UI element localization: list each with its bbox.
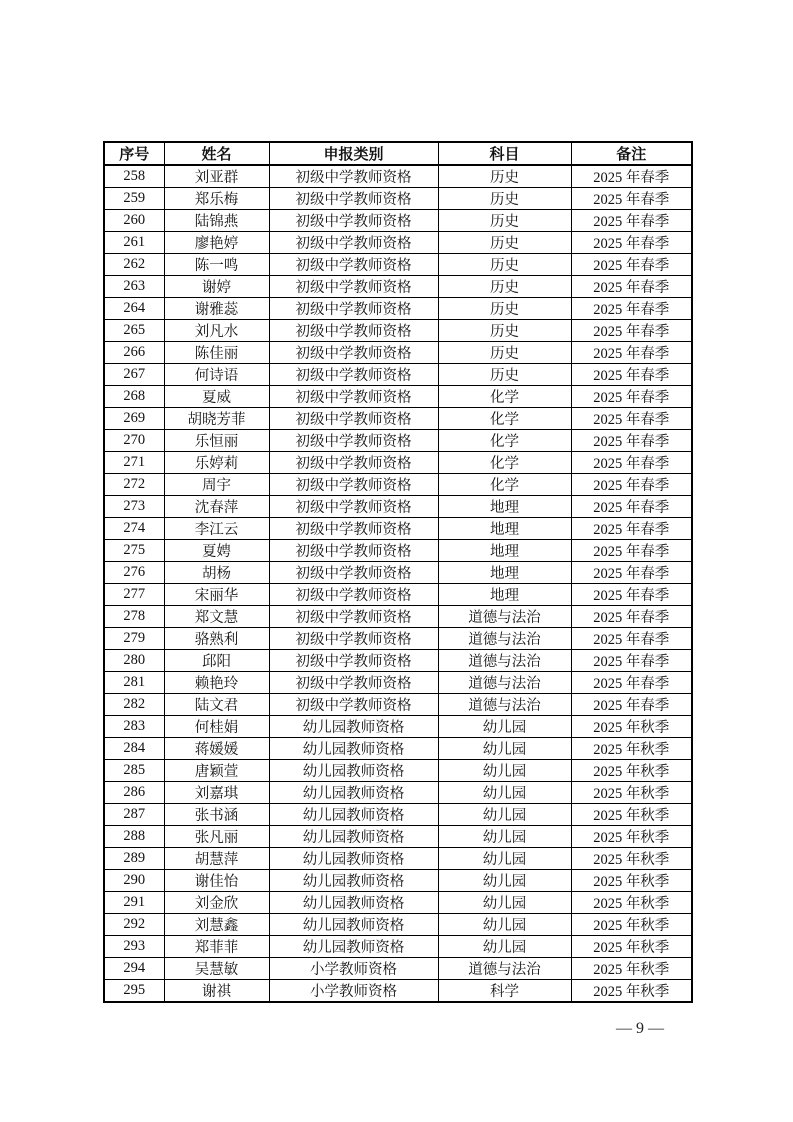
table-row <box>104 848 692 870</box>
cell-name: 邱阳 <box>164 650 269 672</box>
cell-name: 谢佳怡 <box>164 870 269 892</box>
cell-subject: 幼儿园 <box>438 914 571 936</box>
cell-name: 李江云 <box>164 518 269 540</box>
cell-category: 初级中学教师资格 <box>269 628 438 650</box>
table-row <box>104 232 692 254</box>
table-row <box>104 342 692 364</box>
cell-category: 初级中学教师资格 <box>269 694 438 716</box>
table-row <box>104 804 692 826</box>
cell-name: 陆文君 <box>164 694 269 716</box>
cell-name: 刘嘉琪 <box>164 782 269 804</box>
cell-name: 乐恒丽 <box>164 430 269 452</box>
cell-subject: 幼儿园 <box>438 848 571 870</box>
cell-subject: 道德与法治 <box>438 958 571 980</box>
cell-category: 幼儿园教师资格 <box>269 892 438 914</box>
cell-category: 初级中学教师资格 <box>269 518 438 540</box>
table-row <box>104 870 692 892</box>
cell-category: 初级中学教师资格 <box>269 254 438 276</box>
table-row <box>104 914 692 936</box>
cell-remark: 2025 年春季 <box>571 188 692 210</box>
cell-remark: 2025 年春季 <box>571 562 692 584</box>
table-row <box>104 738 692 760</box>
cell-serial: 286 <box>104 782 164 804</box>
cell-serial: 287 <box>104 804 164 826</box>
cell-remark: 2025 年春季 <box>571 254 692 276</box>
cell-remark: 2025 年春季 <box>571 165 692 188</box>
table-row <box>104 518 692 540</box>
cell-category: 小学教师资格 <box>269 980 438 1003</box>
cell-subject: 道德与法治 <box>438 628 571 650</box>
table-row <box>104 694 692 716</box>
cell-serial: 282 <box>104 694 164 716</box>
cell-name: 郑菲菲 <box>164 936 269 958</box>
cell-category: 初级中学教师资格 <box>269 650 438 672</box>
cell-name: 陆锦燕 <box>164 210 269 232</box>
table-row <box>104 210 692 232</box>
cell-subject: 幼儿园 <box>438 892 571 914</box>
cell-category: 小学教师资格 <box>269 958 438 980</box>
cell-serial: 293 <box>104 936 164 958</box>
table-row <box>104 562 692 584</box>
cell-remark: 2025 年秋季 <box>571 782 692 804</box>
cell-category: 初级中学教师资格 <box>269 452 438 474</box>
column-header-remark: 备注 <box>571 142 692 165</box>
column-header-subject: 科目 <box>438 142 571 165</box>
cell-category: 初级中学教师资格 <box>269 496 438 518</box>
cell-serial: 281 <box>104 672 164 694</box>
cell-name: 夏威 <box>164 386 269 408</box>
cell-remark: 2025 年春季 <box>571 232 692 254</box>
cell-subject: 历史 <box>438 188 571 210</box>
cell-subject: 幼儿园 <box>438 804 571 826</box>
page-number: — 9 — <box>616 1020 664 1037</box>
table-row <box>104 452 692 474</box>
table-row <box>104 254 692 276</box>
cell-name: 陈一鸣 <box>164 254 269 276</box>
cell-subject: 化学 <box>438 430 571 452</box>
cell-subject: 地理 <box>438 518 571 540</box>
cell-category: 初级中学教师资格 <box>269 232 438 254</box>
cell-serial: 289 <box>104 848 164 870</box>
table-row <box>104 716 692 738</box>
cell-category: 初级中学教师资格 <box>269 320 438 342</box>
cell-subject: 道德与法治 <box>438 672 571 694</box>
cell-serial: 283 <box>104 716 164 738</box>
cell-remark: 2025 年秋季 <box>571 980 692 1003</box>
table-body <box>104 165 692 1002</box>
cell-name: 张书涵 <box>164 804 269 826</box>
cell-subject: 化学 <box>438 452 571 474</box>
cell-category: 幼儿园教师资格 <box>269 826 438 848</box>
cell-subject: 历史 <box>438 232 571 254</box>
cell-remark: 2025 年秋季 <box>571 716 692 738</box>
cell-remark: 2025 年秋季 <box>571 870 692 892</box>
cell-serial: 285 <box>104 760 164 782</box>
cell-category: 初级中学教师资格 <box>269 298 438 320</box>
cell-name: 骆熟利 <box>164 628 269 650</box>
cell-serial: 279 <box>104 628 164 650</box>
cell-name: 陈佳丽 <box>164 342 269 364</box>
cell-subject: 幼儿园 <box>438 716 571 738</box>
cell-category: 幼儿园教师资格 <box>269 782 438 804</box>
cell-category: 初级中学教师资格 <box>269 540 438 562</box>
cell-name: 谢祺 <box>164 980 269 1003</box>
cell-category: 幼儿园教师资格 <box>269 870 438 892</box>
cell-serial: 290 <box>104 870 164 892</box>
cell-name: 廖艳婷 <box>164 232 269 254</box>
cell-name: 刘慧鑫 <box>164 914 269 936</box>
cell-subject: 地理 <box>438 562 571 584</box>
cell-serial: 258 <box>104 165 164 188</box>
cell-remark: 2025 年秋季 <box>571 848 692 870</box>
cell-remark: 2025 年春季 <box>571 694 692 716</box>
cell-serial: 259 <box>104 188 164 210</box>
cell-subject: 历史 <box>438 364 571 386</box>
table-row <box>104 980 692 1003</box>
cell-remark: 2025 年秋季 <box>571 936 692 958</box>
cell-remark: 2025 年春季 <box>571 364 692 386</box>
cell-remark: 2025 年春季 <box>571 496 692 518</box>
cell-subject: 历史 <box>438 298 571 320</box>
cell-remark: 2025 年秋季 <box>571 826 692 848</box>
cell-category: 初级中学教师资格 <box>269 584 438 606</box>
cell-category: 初级中学教师资格 <box>269 408 438 430</box>
cell-serial: 267 <box>104 364 164 386</box>
cell-name: 郑乐梅 <box>164 188 269 210</box>
cell-subject: 历史 <box>438 342 571 364</box>
cell-serial: 265 <box>104 320 164 342</box>
cell-name: 沈春萍 <box>164 496 269 518</box>
cell-serial: 264 <box>104 298 164 320</box>
cell-name: 谢雅蕊 <box>164 298 269 320</box>
cell-remark: 2025 年春季 <box>571 518 692 540</box>
cell-category: 幼儿园教师资格 <box>269 716 438 738</box>
cell-name: 胡慧萍 <box>164 848 269 870</box>
cell-subject: 幼儿园 <box>438 782 571 804</box>
cell-subject: 道德与法治 <box>438 694 571 716</box>
cell-serial: 273 <box>104 496 164 518</box>
cell-serial: 274 <box>104 518 164 540</box>
cell-subject: 化学 <box>438 386 571 408</box>
cell-remark: 2025 年秋季 <box>571 892 692 914</box>
cell-name: 胡杨 <box>164 562 269 584</box>
cell-category: 初级中学教师资格 <box>269 165 438 188</box>
cell-subject: 地理 <box>438 496 571 518</box>
table-row <box>104 672 692 694</box>
cell-remark: 2025 年春季 <box>571 540 692 562</box>
cell-subject: 地理 <box>438 584 571 606</box>
cell-category: 幼儿园教师资格 <box>269 914 438 936</box>
table-row <box>104 430 692 452</box>
table-row <box>104 364 692 386</box>
cell-name: 赖艳玲 <box>164 672 269 694</box>
cell-subject: 化学 <box>438 474 571 496</box>
cell-category: 初级中学教师资格 <box>269 188 438 210</box>
cell-name: 周宇 <box>164 474 269 496</box>
cell-serial: 280 <box>104 650 164 672</box>
cell-serial: 266 <box>104 342 164 364</box>
cell-serial: 288 <box>104 826 164 848</box>
table-row <box>104 298 692 320</box>
cell-serial: 275 <box>104 540 164 562</box>
cell-category: 幼儿园教师资格 <box>269 804 438 826</box>
cell-remark: 2025 年秋季 <box>571 914 692 936</box>
cell-remark: 2025 年春季 <box>571 210 692 232</box>
cell-name: 吴慧敏 <box>164 958 269 980</box>
cell-category: 初级中学教师资格 <box>269 210 438 232</box>
cell-serial: 272 <box>104 474 164 496</box>
teacher-qualification-table <box>103 141 693 1003</box>
table-row <box>104 276 692 298</box>
column-header-category: 申报类别 <box>269 142 438 165</box>
cell-remark: 2025 年春季 <box>571 276 692 298</box>
cell-remark: 2025 年春季 <box>571 474 692 496</box>
cell-name: 夏娉 <box>164 540 269 562</box>
cell-category: 幼儿园教师资格 <box>269 760 438 782</box>
table-row <box>104 606 692 628</box>
table-row <box>104 188 692 210</box>
cell-category: 初级中学教师资格 <box>269 562 438 584</box>
cell-serial: 291 <box>104 892 164 914</box>
cell-name: 蒋媛媛 <box>164 738 269 760</box>
cell-remark: 2025 年春季 <box>571 628 692 650</box>
cell-subject: 幼儿园 <box>438 936 571 958</box>
cell-name: 张凡丽 <box>164 826 269 848</box>
cell-remark: 2025 年春季 <box>571 672 692 694</box>
cell-serial: 268 <box>104 386 164 408</box>
cell-remark: 2025 年春季 <box>571 298 692 320</box>
cell-serial: 263 <box>104 276 164 298</box>
cell-name: 谢婷 <box>164 276 269 298</box>
table-row <box>104 474 692 496</box>
cell-name: 唐颖萱 <box>164 760 269 782</box>
table-header-row <box>104 142 692 165</box>
cell-serial: 269 <box>104 408 164 430</box>
table-row <box>104 386 692 408</box>
cell-remark: 2025 年春季 <box>571 386 692 408</box>
cell-category: 幼儿园教师资格 <box>269 848 438 870</box>
cell-subject: 历史 <box>438 276 571 298</box>
cell-category: 初级中学教师资格 <box>269 672 438 694</box>
column-header-serial: 序号 <box>104 142 164 165</box>
table-row <box>104 628 692 650</box>
cell-name: 刘亚群 <box>164 165 269 188</box>
cell-name: 胡晓芳菲 <box>164 408 269 430</box>
cell-remark: 2025 年秋季 <box>571 760 692 782</box>
cell-serial: 271 <box>104 452 164 474</box>
cell-remark: 2025 年春季 <box>571 320 692 342</box>
cell-subject: 科学 <box>438 980 571 1003</box>
cell-name: 乐婷莉 <box>164 452 269 474</box>
cell-serial: 260 <box>104 210 164 232</box>
cell-remark: 2025 年春季 <box>571 342 692 364</box>
cell-category: 初级中学教师资格 <box>269 364 438 386</box>
cell-name: 何诗语 <box>164 364 269 386</box>
cell-subject: 道德与法治 <box>438 650 571 672</box>
cell-serial: 295 <box>104 980 164 1003</box>
cell-category: 幼儿园教师资格 <box>269 738 438 760</box>
cell-category: 初级中学教师资格 <box>269 606 438 628</box>
cell-remark: 2025 年秋季 <box>571 804 692 826</box>
cell-remark: 2025 年秋季 <box>571 738 692 760</box>
table-row <box>104 650 692 672</box>
column-header-name: 姓名 <box>164 142 269 165</box>
table-row <box>104 320 692 342</box>
cell-category: 幼儿园教师资格 <box>269 936 438 958</box>
cell-name: 何桂娟 <box>164 716 269 738</box>
cell-serial: 277 <box>104 584 164 606</box>
table-row <box>104 958 692 980</box>
cell-subject: 地理 <box>438 540 571 562</box>
cell-name: 宋丽华 <box>164 584 269 606</box>
cell-remark: 2025 年秋季 <box>571 958 692 980</box>
cell-subject: 历史 <box>438 320 571 342</box>
cell-subject: 化学 <box>438 408 571 430</box>
cell-name: 刘金欣 <box>164 892 269 914</box>
table-row <box>104 782 692 804</box>
table-row <box>104 496 692 518</box>
cell-subject: 幼儿园 <box>438 738 571 760</box>
cell-category: 初级中学教师资格 <box>269 430 438 452</box>
table-row <box>104 760 692 782</box>
table-row <box>104 584 692 606</box>
cell-serial: 261 <box>104 232 164 254</box>
cell-remark: 2025 年春季 <box>571 584 692 606</box>
cell-subject: 幼儿园 <box>438 760 571 782</box>
cell-remark: 2025 年春季 <box>571 650 692 672</box>
cell-serial: 292 <box>104 914 164 936</box>
cell-serial: 294 <box>104 958 164 980</box>
cell-remark: 2025 年春季 <box>571 430 692 452</box>
table-row <box>104 540 692 562</box>
cell-serial: 262 <box>104 254 164 276</box>
cell-serial: 276 <box>104 562 164 584</box>
cell-name: 郑文慧 <box>164 606 269 628</box>
cell-serial: 284 <box>104 738 164 760</box>
table-row <box>104 408 692 430</box>
table-row <box>104 892 692 914</box>
cell-subject: 幼儿园 <box>438 826 571 848</box>
cell-remark: 2025 年春季 <box>571 408 692 430</box>
cell-serial: 270 <box>104 430 164 452</box>
cell-subject: 历史 <box>438 210 571 232</box>
cell-subject: 历史 <box>438 254 571 276</box>
cell-name: 刘凡水 <box>164 320 269 342</box>
table-row <box>104 826 692 848</box>
table-row <box>104 936 692 958</box>
cell-category: 初级中学教师资格 <box>269 342 438 364</box>
cell-subject: 幼儿园 <box>438 870 571 892</box>
cell-serial: 278 <box>104 606 164 628</box>
cell-subject: 道德与法治 <box>438 606 571 628</box>
cell-category: 初级中学教师资格 <box>269 386 438 408</box>
cell-remark: 2025 年春季 <box>571 606 692 628</box>
cell-subject: 历史 <box>438 165 571 188</box>
cell-category: 初级中学教师资格 <box>269 474 438 496</box>
cell-remark: 2025 年春季 <box>571 452 692 474</box>
table-row <box>104 165 692 188</box>
cell-category: 初级中学教师资格 <box>269 276 438 298</box>
